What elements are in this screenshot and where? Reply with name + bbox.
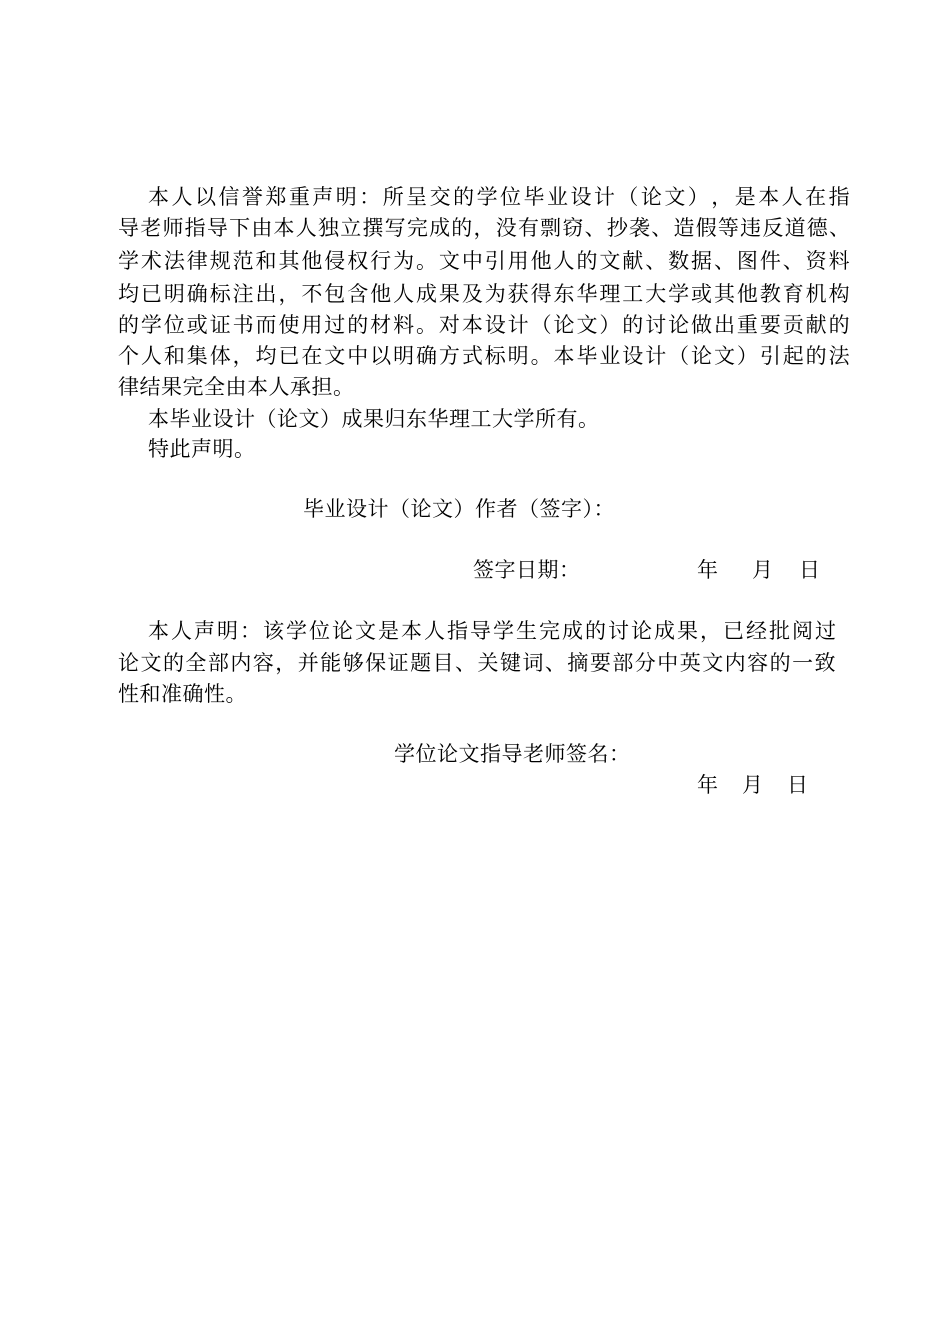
signature-date-label: 签字日期： [473, 558, 581, 582]
declaration-line-5: 的 学 位 或 证 书 而 使 用 过 的 材 料 。 对 本 设 计 （ 论 文 ） 的 讨 论 做 出 重 要 贡 献 的 [118, 313, 850, 337]
date-year-label: 年 [697, 558, 719, 582]
declaration-line-4: 均 已 明 确 标 注 出 ， 不 包 含 他 人 成 果 及 为 获 得 东 华 理 工 大 学 或 其 他 教 育 机 构 [118, 282, 850, 306]
declaration-line-2: 导 老 师 指 导 下 由 本 人 独 立 撰 写 完 成 的 ， 没 有 剽 窃 、 抄 袭 、 造 假 等 违 反 道 德 、 [118, 216, 850, 240]
declaration-line-7: 律结果完全由本人承担。 [118, 375, 355, 399]
date-month-label: 月 [752, 558, 774, 582]
declaration-line-6: 个 人 和 集 体 ， 均 已 在 文 中 以 明 确 方 式 标 明 。 本 毕 业 设 计 （ 论 文 ） 引 起 的 法 [118, 344, 850, 368]
ownership-statement: 本毕业设计（论文）成果归东华理工大学所有。 [148, 407, 600, 431]
closing-statement: 特此声明。 [148, 437, 256, 461]
declaration-line-3: 学 术 法 律 规 范 和 其 他 侵 权 行 为 。 文 中 引 用 他 人 的 文 献 、 数 据 、 图 件 、 资 料 [118, 249, 850, 273]
advisor-line-1: 本 人 声 明 ： 该 学 位 论 文 是 本 人 指 导 学 生 完 成 的 讨 论 成 果 ， 已 经 批 阅 过 [148, 619, 836, 643]
advisor-date-year-label: 年 [697, 773, 719, 797]
advisor-signature-label: 学位论文指导老师签名： [394, 742, 631, 766]
author-signature-label: 毕业设计（论文）作者（签字）： [303, 497, 615, 521]
advisor-line-3: 性和准确性。 [118, 682, 247, 706]
date-day-label: 日 [799, 558, 821, 582]
advisor-line-2: 论 文 的 全 部 内 容 ， 并 能 够 保 证 题 目 、 关 键 词 、 摘 要 部 分 中 英 文 内 容 的 一 致 [118, 651, 836, 675]
advisor-date-day-label: 日 [787, 773, 809, 797]
advisor-date-month-label: 月 [742, 773, 764, 797]
declaration-line-1: 本 人 以 信 誉 郑 重 声 明 ： 所 呈 交 的 学 位 毕 业 设 计 （ 论 文 ） ， 是 本 人 在 指 [148, 185, 850, 209]
